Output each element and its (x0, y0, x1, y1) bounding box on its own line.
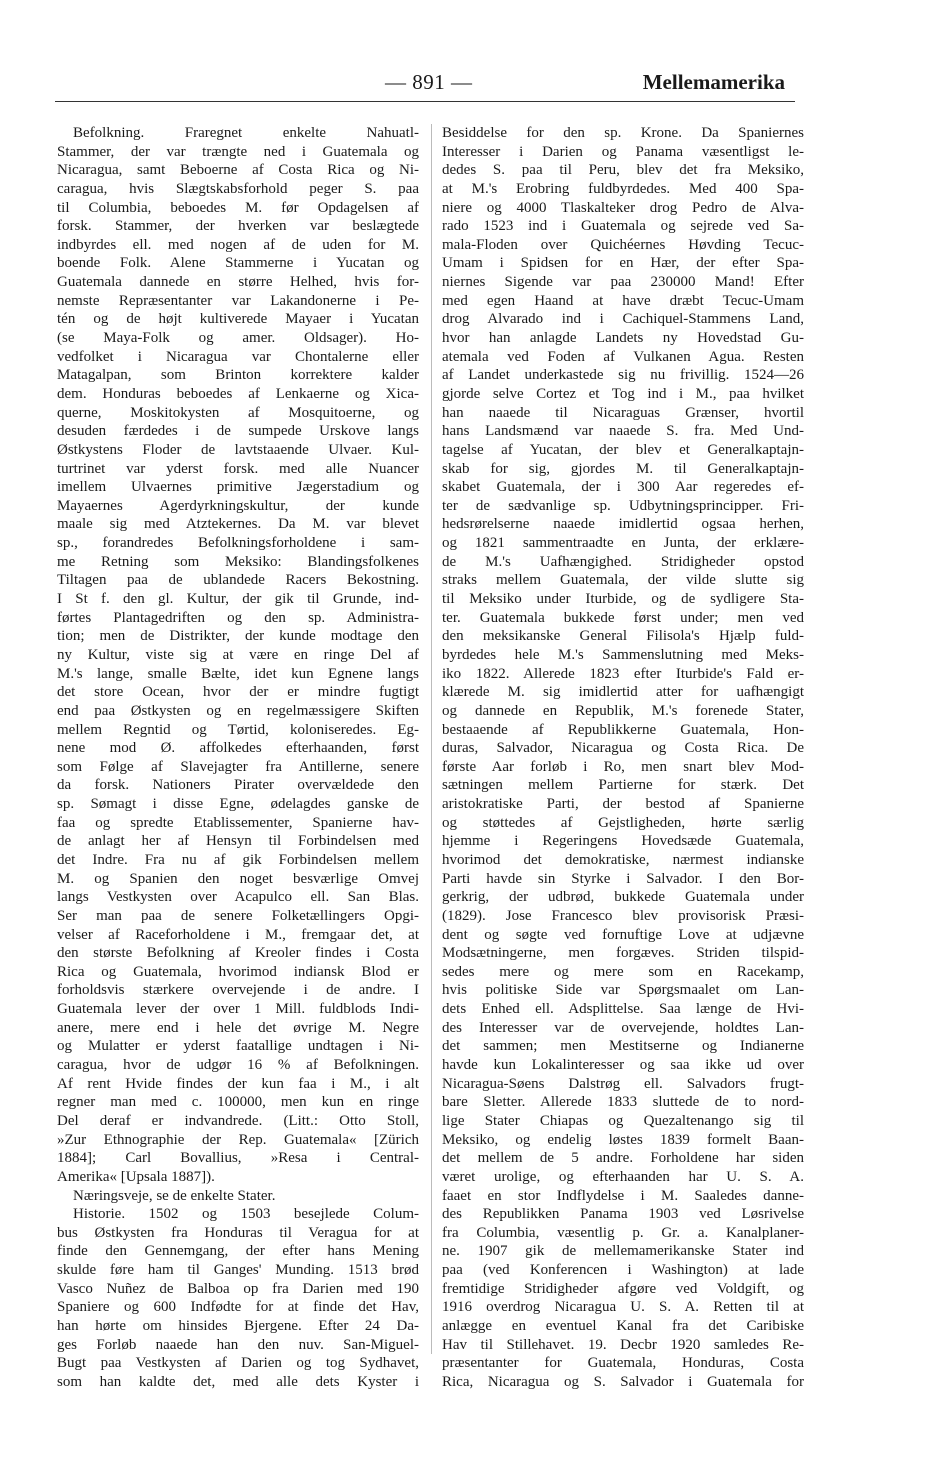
text-line: turtrinet var yderst forsk. med alle Nuancer (57, 460, 419, 477)
text-line: (1829). Jose Francesco blev provisorisk Præsi- (442, 907, 804, 924)
text-line: gerkrig, der udbrød, bukkede Guatemala under (442, 889, 804, 906)
text-line: atemala ved Foden af Vulkanen Agua. Resten (442, 348, 804, 365)
text-line: byrdedes hele M.'s Sammenslutning med Meks- (442, 646, 804, 663)
text-line: caragua, hvis Slægtskabsforhold peger S. paa (57, 180, 419, 197)
text-line: skab for sig, gjordes M. til Generalkaptajn- (442, 460, 804, 477)
text-line: Amerika« [Upsala 1887]). (57, 1168, 215, 1185)
page-number: — 891 — (385, 70, 473, 94)
text-line: dedes S. paa til Peru, blev det fra Meksiko, (442, 162, 804, 179)
text-line: 1884]; Carl Bovallius, »Resa i Central- (57, 1150, 419, 1167)
text-line: Umam i Spidsen for en Hær, der efter Spa- (442, 255, 804, 272)
text-line: Historie. 1502 og 1503 besejlede Colum- (73, 1206, 419, 1223)
text-line: skabet Guatemala, der i 300 Aar regeredes ef- (442, 479, 804, 496)
text-line: niernes Sigende var paa 230000 Mand! Efter (442, 274, 804, 291)
text-line: det Indre. Fra nu af gik Forbindelsen mellem (57, 851, 419, 868)
text-line: boende Folk. Alene Stammerne i Yucatan og (57, 255, 419, 272)
text-line: regner man med c. 100000, men kun en ringe (57, 1094, 419, 1111)
text-line: (se Maya-Folk og amer. Oldsager). Ho- (57, 330, 419, 347)
text-line: ne. 1907 gik de mellemamerikanske Stater ind (442, 1243, 804, 1260)
text-line: Nicaragua, samt Beboerne af Costa Rica og Ni- (57, 162, 419, 179)
text-line: Parti havde sin Styrke i Salvador. I den Bor- (442, 870, 804, 887)
running-title: Mellemamerika (642, 70, 785, 94)
text-line: at M.'s Erobring fuldbyrdedes. Med 400 Spa- (442, 180, 804, 197)
text-line: bus Østkysten fra Honduras til Veragua for at (57, 1224, 419, 1241)
text-line: første Aar forløb i Ro, men snart blev Mod- (442, 758, 804, 775)
text-line: Nicaragua-Søens Dalstrøg ell. Salvadors frugt- (442, 1075, 804, 1092)
text-line: skulde føre ham til Ganges' Munding. 1513 brød (57, 1262, 419, 1279)
text-line: Meksiko, og endelig løstes 1839 formelt Baan- (442, 1131, 804, 1148)
text-line: den meksikanske General Filisola's Hjælp fuld- (442, 628, 804, 645)
text-line: ges Forløb naaede han den nuv. San-Miguel- (57, 1336, 419, 1353)
text-line: faaet en stor Indflydelse i M. Saaledes danne- (442, 1187, 804, 1204)
text-line: Ser man paa de senere Folketællingers Opgi- (57, 907, 419, 924)
text-line: imellem Ulvaernes primitive Jægerstadium og (57, 479, 419, 496)
text-line: tion; men de Distrikter, der kunde modtage den (57, 628, 419, 645)
text-line: de M.'s Uafhængighed. Stridigheder opstod (442, 553, 804, 570)
text-line: han naaede til Nicaraguas Grænser, hvortil (442, 404, 804, 421)
text-line: førtes Plantagedriften og den sp. Administra- (57, 609, 419, 626)
text-line: I St f. den gl. Kultur, der gik til Grunde, ind- (57, 591, 419, 608)
text-line: den største Befolkning af Kreoler findes i Costa (57, 945, 419, 962)
text-line: tén og de højt kultiverede Mayaer i Yucatan (57, 311, 419, 328)
text-line: hjemme i Regeringens Hovedsæde Guatemala, (442, 833, 804, 850)
text-line: til Columbia, beboedes M. før Opdagelsen af (57, 199, 419, 216)
text-line: præsentanter for Guatemala, Honduras, Costa (442, 1355, 804, 1372)
text-line: bestaaende af Republikkerne Guatemala, Hon- (442, 721, 804, 738)
text-line: fremtidige Stridigheder afgøre ved Voldgift, og (442, 1280, 804, 1297)
text-line: hvorimod det demokratiske, nærmest indianske (442, 851, 804, 868)
text-line: det store Ocean, hvor der er mindre fugtigt (57, 684, 419, 701)
text-line: M.'s lange, smalle Bælte, idet kun Egnene langs (57, 665, 419, 682)
text-line: niere og 4000 Tlaskalteker drog Pedro de Alva- (442, 199, 804, 216)
text-line: querne, Moskitokysten af Mosquitoerne, og (57, 404, 419, 421)
text-line: og 1821 sammentraadte en Junta, der erklære- (442, 535, 804, 552)
text-line: Matagalpan, som Brinton korrektere kalder (57, 367, 419, 384)
text-line: ny Kultur, viste sig at være en ringe Del af (57, 646, 419, 663)
text-line: Tiltagen paa de ublandede Racers Bekostning. (57, 572, 419, 589)
text-line: Hav til Stillehavet. 19. Decbr 1920 samledes Re- (442, 1336, 804, 1353)
text-line: maale sig med Atztekernes. Da M. var blevet (57, 516, 419, 533)
text-line: sætningen mellem Partierne for stærk. Det (442, 777, 804, 794)
text-line: hans Landsmænd var naaede S. fra. Med Und- (442, 423, 804, 440)
text-line: Del deraf er indvandrede. (Litt.: Otto Stoll, (57, 1112, 419, 1129)
text-line: Interesser i Darien og Panama væsentligst le- (442, 143, 804, 160)
text-line: Guatemala dannede en større Helhed, hvis for- (57, 274, 419, 291)
text-line: forholdsvis stærkere overvejende i de andre. I (57, 982, 419, 999)
page-header (55, 70, 785, 100)
text-line: straks mellem Guatemala, der vilde slutte sig (442, 572, 804, 589)
text-line: M. og Spanien den noget besværlige Omvej (57, 870, 419, 887)
text-line: langs Vestkysten over Acapulco ell. San Blas. (57, 889, 419, 906)
text-line: fra Columbia, væsentlig p. Gr. a. Kanalplaner- (442, 1224, 804, 1241)
text-line: ter de sædvanlige sp. Udbytningsprincipper. Fri- (442, 497, 804, 514)
text-line: dets Enhed ell. Adsplittelse. Saa længe de Hvi- (442, 1001, 804, 1018)
text-line: indbyrdes ell. med nogen af de uden for M. (57, 236, 419, 253)
text-line: Rica, Nicaragua og S. Salvador i Guatemala for (442, 1373, 804, 1390)
text-line: drog Alvarado ind i Cachiquel-Stammens Land, (442, 311, 804, 328)
text-line: af Landet underkastede sig nu frivillig. 1524—26 (442, 367, 804, 384)
column-divider (431, 124, 432, 1354)
text-line: klærede M. sig imidlertid atter for uafhængigt (442, 684, 804, 701)
text-line: Befolkning. Fraregnet enkelte Nahuatl- (73, 125, 419, 141)
text-line: han hørte om hinsides Bjergene. Efter 24 Da- (57, 1318, 419, 1334)
text-line: duras, Salvador, Nicaragua og Costa Rica. De (442, 740, 804, 757)
left-column (57, 124, 419, 1392)
text-line: 1916 overdrog Nicaragua U. S. A. Retten til at (442, 1299, 804, 1316)
text-line: Stammer, der var trængte ned i Guatemala og (57, 143, 419, 160)
text-line: Af rent Hvide findes der kun faa i M., i alt (57, 1075, 419, 1092)
text-line: ter. Guatemala bukkede først under; men ved (442, 609, 804, 626)
text-line: havde kun Lokalinteresser og saa ikke ud over (442, 1057, 804, 1074)
text-line: Næringsveje, se de enkelte Stater. (73, 1187, 276, 1204)
text-line: des Interesser var de overvejende, holdtes Lan- (442, 1019, 804, 1036)
text-line: dent og søgte ved fornuftige Love at udjævne (442, 926, 804, 943)
text-line: Rica og Guatemala, hvorimod indiansk Blod er (57, 963, 419, 980)
text-line: lige Stater Chiapas og Quezaltenango sig til (442, 1112, 804, 1129)
text-line: hvor han anlagde Landets ny Hovedstad Gu- (442, 330, 804, 347)
text-line: nene mod Ø. affolkedes efterhaanden, først (57, 740, 419, 757)
text-line: Modsætningerne, men forgæves. Striden tilspid- (442, 945, 804, 962)
text-line: Vasco Nuñez de Balboa op fra Darien med 190 (57, 1280, 419, 1297)
text-line: det sammen; men Mestitserne og Indianerne (442, 1038, 804, 1055)
text-line: anlægge en eventuel Kanal fra det Caribiske (442, 1318, 804, 1334)
text-line: finde den Gennemgang, der efter hans Mening (57, 1243, 419, 1260)
text-line: sp., forandredes Befolkningsforholdene i sam- (57, 535, 419, 552)
header-rule (55, 101, 795, 102)
text-line: iko 1822. Allerede 1823 efter Iturbide's Fald er- (442, 665, 804, 682)
text-line: velser af Raceforholdene i M., fremgaar det, at (57, 926, 419, 943)
text-line: da forsk. Nationers Pirater overvældede den (57, 777, 419, 794)
text-line: »Zur Ethnographie der Rep. Guatemala« [Zürich (57, 1131, 419, 1148)
text-line: som Følge af Slavejagter fra Antillerne, senere (57, 758, 419, 775)
text-line: forsk. Stammer, der hverken var beslægtede (57, 218, 419, 235)
text-line: Besiddelse for den sp. Krone. Da Spaniernes (442, 125, 804, 141)
text-line: paa (ved Konferencen i Washington) at lade (442, 1262, 804, 1279)
text-line: været urolige, og efterhaanden har U. S. A. (442, 1168, 804, 1185)
text-line: og dannede en Republik, M.'s forenede Stater, (442, 702, 804, 719)
text-line: desuden færdedes i de sumpede Urskove langs (57, 423, 419, 440)
text-line: sedes mere og mere som en Racekamp, (442, 963, 804, 980)
text-line: de anlagt her af Hensyn til Forbindelsen med (57, 833, 419, 850)
text-line: rado 1523 ind i Guatemala og sejrede ved Sa- (442, 218, 804, 235)
text-line: Guatemala lever der over 1 Mill. fuldblods Indi- (57, 1001, 419, 1018)
text-line: tagelse af Yucatan, der blev et Generalkaptajn- (442, 441, 804, 458)
text-line: hedsrørelserne naaede imidlertid ogsaa herhen, (442, 516, 804, 533)
text-line: og støttedes af Gejstligheden, hørte særlig (442, 814, 804, 831)
text-line: gjorde selve Cortez et Tog ind i M., paa hvilket (442, 385, 804, 402)
text-line: som han kaldte det, med alle dets Kyster i (57, 1373, 419, 1390)
text-line: med egen Haand at have dræbt Tecuc-Umam (442, 292, 804, 309)
text-line: mala-Floden over Quichéernes Høvding Tecuc- (442, 236, 804, 253)
text-line: og Mulatter er yderst faatallige undtagen i Ni- (57, 1038, 419, 1055)
text-line: aristokratiske Parti, der bestod af Spanierne (442, 796, 804, 813)
right-column (442, 124, 804, 1392)
text-line: Mayaernes Agerdyrkningskultur, der kunde (57, 497, 419, 514)
text-line: des Republikken Panama 1903 ved Løsrivelse (442, 1206, 804, 1223)
text-line: til Meksiko under Iturbide, og de sydligere Sta- (442, 591, 804, 608)
text-line: bare Sletter. Allerede 1833 sluttede de to nord- (442, 1094, 804, 1111)
text-line: Østkystens Floder de lavtstaaende Ulvaer. Kul- (57, 441, 419, 458)
text-line: faa og spredte Etablissementer, Spanierne hav- (57, 814, 419, 831)
text-line: det mellem de 5 andre. Forholdene har siden (442, 1150, 804, 1167)
text-line: mellem Regntid og Tørtid, koloniseredes. Eg- (57, 721, 419, 738)
text-line: dem. Honduras beboedes af Lenkaerne og Xica- (57, 385, 419, 402)
text-line: Spaniere og 600 Indfødte for at finde det Hav, (57, 1299, 419, 1316)
text-line: nemste Repræsentanter var Lakandonerne i Pe- (57, 292, 419, 309)
text-line: Bugt paa Vestkysten af Darien og tog Sydhavet, (57, 1355, 419, 1372)
text-line: sp. Sømagt i disse Egne, ødelagdes ganske de (57, 796, 419, 813)
text-line: caragua, hvor de udgør 16 % af Befolkningen. (57, 1057, 419, 1074)
text-line: vedfolket i Nicaragua var Chontalerne eller (57, 348, 419, 365)
text-line: end paa Østkysten og en regelmæssigere Skiften (57, 702, 419, 719)
text-line: anere, mere end i hele det øvrige M. Negre (57, 1019, 419, 1036)
text-line: me Retning som Meksiko: Blandingsfolkenes (57, 553, 419, 570)
text-line: hvis politiske Side var Spørgsmaalet om Lan- (442, 982, 804, 999)
